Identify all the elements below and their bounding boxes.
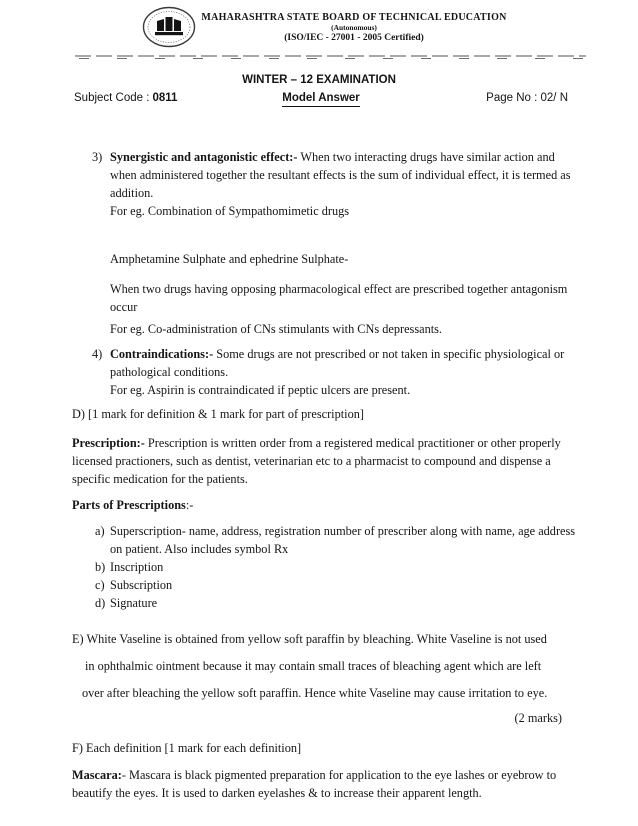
answer-item-4	[72, 345, 602, 399]
letterhead-text	[170, 12, 538, 44]
subject-code-label: Subject Code :	[74, 92, 150, 104]
para-antagonism: When two drugs having opposing pharmacological effect are prescribed together antagonism occur	[110, 282, 568, 314]
item-4-heading: Contraindications:-	[110, 347, 214, 361]
item-3-text: Synergistic and antagonistic effect:- When two interacting drugs have similar action and when administered together the resultant effects is the sum of individual effect, it is termed as addition. For eg. Combination of Sympathomimetic drugs	[110, 150, 571, 218]
prescription-definition: Prescription:- Prescription is written order from a registered medical practitioner or other properly licensed practioners, such as dentist, veterinarian etc to a pharmacist to compound and dispense a specific medication for the patients.	[72, 436, 561, 486]
para-amphetamine: Amphetamine Sulphate and ephedrine Sulphate-	[110, 252, 349, 266]
section-f-marks-note: F) Each definition [1 mark for each definition]	[72, 741, 302, 755]
subject-code-value: 0811	[152, 92, 178, 104]
list-item-a: a) Superscription- name, address, registration number of prescriber along with name, age address on patient. Also includes symbol Rx	[95, 524, 576, 556]
parts-of-prescriptions-heading: Parts of Prescriptions:-	[72, 498, 194, 512]
mascara-definition: Mascara:- Mascara is black pigmented preparation for application to the eye lashes or eyebrow to beautify the eyes. It is used to darken eyelashes & to increase their apparent length.	[72, 768, 557, 800]
answer-item-3	[72, 148, 602, 220]
item-3-heading: Synergistic and antagonistic effect:-	[110, 150, 298, 164]
org-iso-cert: (ISO/IEC - 27001 - 2005 Certified)	[284, 33, 424, 43]
item-3-number: 3)	[92, 150, 103, 164]
mascara-heading: Mascara:	[72, 768, 122, 782]
exam-subheader-row	[0, 91, 638, 107]
parts-list	[72, 522, 602, 612]
marks-note: (2 marks)	[514, 711, 562, 725]
list-item-b: b) Inscription	[95, 560, 164, 574]
page-number: Page No : 02/ N	[486, 92, 568, 104]
section-d-marks-note: D) [1 mark for definition & 1 mark for part of prescription]	[72, 407, 364, 421]
item-4-number: 4)	[92, 347, 103, 361]
subject-code	[74, 91, 282, 106]
list-item-c: c) Subscription	[95, 578, 173, 592]
org-autonomous: (Autonomous)	[331, 23, 377, 32]
org-name: MAHARASHTRA STATE BOARD OF TECHNICAL EDUCATION	[201, 12, 507, 23]
item-4-text: Contraindications:- Some drugs are not prescribed or not taken in specific physiological or pathological conditions. For eg. Aspirin is contraindicated if peptic ulcers are present.	[110, 347, 565, 397]
exam-title: WINTER – 12 EXAMINATION	[242, 74, 396, 86]
para-coadministration: For eg. Co-administration of CNs stimulants with CNs depressants.	[110, 322, 442, 336]
answer-body	[0, 148, 638, 802]
letterhead	[0, 0, 638, 60]
prescription-heading: Prescription:-	[72, 436, 145, 450]
header-dashed-rule	[75, 55, 586, 60]
list-item-d: d) Signature	[95, 596, 158, 610]
section-e-answer: E) White Vaseline is obtained from yellow soft paraffin by bleaching. White Vaseline is not used in ophthalmic ointment because it may contain small traces of bleaching agent which are left over after bleaching the yellow soft paraffin. Hence white Vaseline may cause irritation to eye.	[72, 632, 548, 700]
model-answer-heading: Model Answer	[282, 91, 360, 107]
